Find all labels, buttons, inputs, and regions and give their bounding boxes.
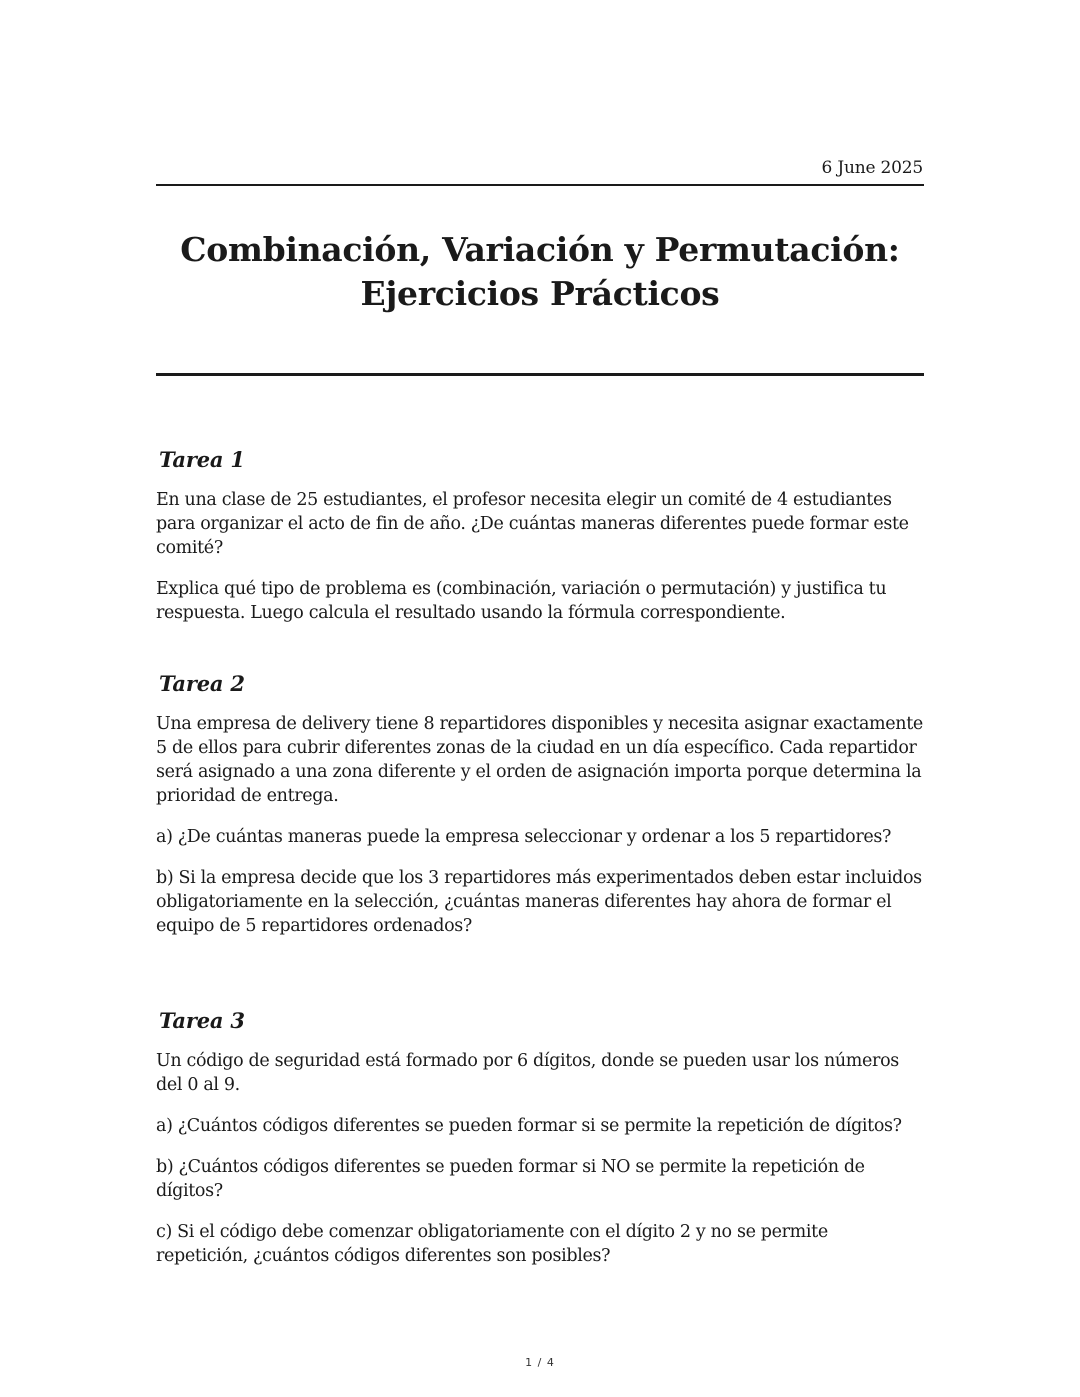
- task-question: c) Si el código debe comenzar obligatoriamente con el dígito 2 y no se permite repetición, ¿cuántos códigos diferentes son posibles?: [156, 1222, 828, 1266]
- task-heading: Tarea 3: [159, 1008, 245, 1033]
- page-title: [156, 228, 924, 316]
- header-date: 6 June 2025: [821, 158, 923, 178]
- title-divider: [156, 373, 924, 376]
- task-paragraph: En una clase de 25 estudiantes, el profesor necesita elegir un comité de 4 estudiantes para organizar el acto de fin de año. ¿De cuántas maneras diferentes puede formar este comité?: [156, 490, 909, 558]
- task-paragraph: Explica qué tipo de problema es (combinación, variación o permutación) y justifica tu respuesta. Luego calcula el resultado usando la fórmula correspondiente.: [156, 579, 887, 623]
- page-number: 1 / 4: [525, 1356, 555, 1369]
- task-section-3: [156, 1008, 924, 1285]
- task-question: b) ¿Cuántos códigos diferentes se pueden formar si NO se permite la repetición de dígitos?: [156, 1157, 865, 1201]
- task-heading: Tarea 2: [159, 671, 245, 696]
- header-divider: [156, 184, 924, 186]
- task-question: b) Si la empresa decide que los 3 repartidores más experimentados deben estar incluidos obligatoriamente en la selección, ¿cuántas maneras diferentes hay ahora de formar el equipo de 5 repartidores ordenados?: [156, 868, 922, 936]
- task-section-2: [156, 671, 924, 955]
- title-line-2: Ejercicios Prácticos: [360, 274, 720, 313]
- task-question: a) ¿Cuántos códigos diferentes se pueden formar si se permite la repetición de dígitos?: [156, 1116, 902, 1136]
- task-paragraph: Un código de seguridad está formado por 6 dígitos, donde se pueden usar los números del 0 al 9.: [156, 1051, 899, 1095]
- task-paragraph: Una empresa de delivery tiene 8 repartidores disponibles y necesita asignar exactamente 5 de ellos para cubrir diferentes zonas de la ciudad en un día específico. Cada repartidor será asignado a una zona diferente y el orden de asignación importa porque determina la prioridad de entrega.: [156, 714, 923, 806]
- task-heading: Tarea 1: [159, 447, 245, 472]
- task-question: a) ¿De cuántas maneras puede la empresa seleccionar y ordenar a los 5 repartidores?: [156, 827, 892, 847]
- title-line-1: Combinación, Variación y Permutación:: [180, 230, 900, 269]
- task-section-1: [156, 447, 924, 642]
